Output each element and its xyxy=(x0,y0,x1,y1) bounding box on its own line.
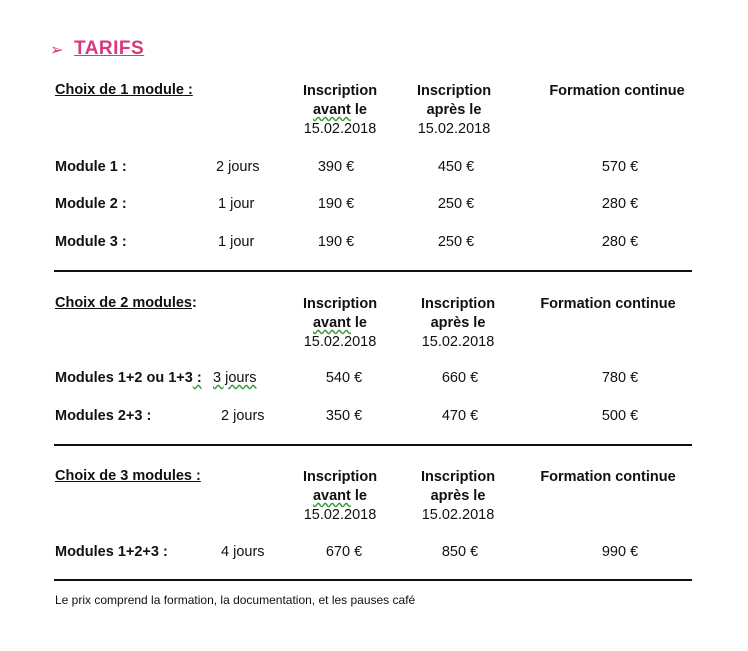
price-avant: 390 € xyxy=(317,159,355,175)
price-avant: 350 € xyxy=(325,408,363,424)
row-label: Module 2 : xyxy=(55,196,127,212)
price-formation: 570 € xyxy=(601,159,639,175)
price-formation: 780 € xyxy=(601,370,639,386)
row-duration: 1 jour xyxy=(218,196,255,212)
price-apres: 470 € xyxy=(441,408,479,424)
section-divider xyxy=(54,444,692,446)
row-label: Modules 2+3 : xyxy=(55,408,152,424)
price-formation: 280 € xyxy=(601,196,639,212)
row-duration: 2 jours xyxy=(221,408,265,424)
row-label: Modules 1+2 ou 1+3 : xyxy=(55,370,202,386)
section-divider xyxy=(54,579,692,581)
price-apres: 250 € xyxy=(437,234,475,250)
section-divider xyxy=(54,270,692,272)
row-duration: 1 jour xyxy=(218,234,255,250)
col-head-formation: Formation continue xyxy=(549,83,685,99)
col-head-apres: Inscription après le 15.02.2018 xyxy=(416,83,492,137)
row-label: Module 3 : xyxy=(55,234,127,250)
price-formation: 990 € xyxy=(601,544,639,560)
row-label: Modules 1+2+3 : xyxy=(55,544,168,560)
price-apres: 850 € xyxy=(441,544,479,560)
row-duration: 3 jours xyxy=(213,370,257,386)
price-avant: 670 € xyxy=(325,544,363,560)
price-apres: 250 € xyxy=(437,196,475,212)
col-head-avant: Inscription avant le 15.02.2018 xyxy=(302,469,378,523)
price-formation: 280 € xyxy=(601,234,639,250)
section-heading-1-module: Choix de 1 module : xyxy=(55,82,193,98)
col-head-formation: Formation continue xyxy=(540,296,676,312)
price-apres: 450 € xyxy=(437,159,475,175)
price-apres: 660 € xyxy=(441,370,479,386)
footnote: Le prix comprend la formation, la documentation, et les pauses café xyxy=(55,593,416,607)
col-head-avant: Inscription avant le 15.02.2018 xyxy=(302,83,378,137)
price-avant: 540 € xyxy=(325,370,363,386)
row-duration: 4 jours xyxy=(221,544,265,560)
col-head-avant: Inscription avant le 15.02.2018 xyxy=(302,296,378,350)
col-head-apres: Inscription après le 15.02.2018 xyxy=(420,296,496,350)
price-formation: 500 € xyxy=(601,408,639,424)
section-heading-3-modules: Choix de 3 modules : xyxy=(55,468,201,484)
col-head-formation: Formation continue xyxy=(540,469,676,485)
bullet-arrow-icon: ➢ xyxy=(50,42,64,59)
section-heading-2-modules: Choix de 2 modules: xyxy=(55,295,197,311)
price-avant: 190 € xyxy=(317,234,355,250)
price-avant: 190 € xyxy=(317,196,355,212)
row-duration: 2 jours xyxy=(216,159,260,175)
row-label: Module 1 : xyxy=(55,159,127,175)
col-head-apres: Inscription après le 15.02.2018 xyxy=(420,469,496,523)
page-title: TARIFS xyxy=(74,38,145,59)
